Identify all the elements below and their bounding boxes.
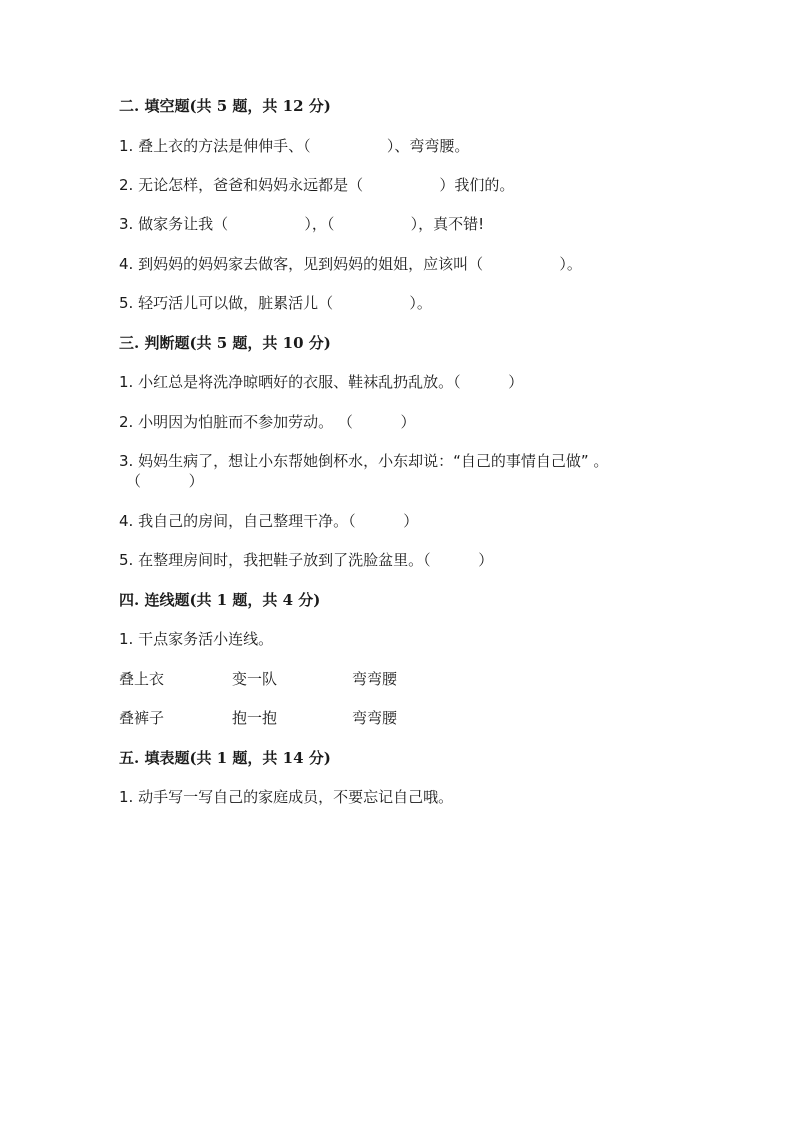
- matching-item: 弯弯腰: [352, 670, 398, 688]
- section-heading-fill-table: 五. 填表题(共 1 题，共 14 分): [119, 749, 331, 767]
- question-answer-blank: （ ）: [126, 472, 204, 490]
- section-heading-fill-blank: 二. 填空题(共 5 题，共 12 分): [119, 97, 331, 115]
- section-heading-matching: 四. 连线题(共 1 题，共 4 分): [119, 591, 321, 609]
- question-text: 1. 小红总是将洗净晾晒好的衣服、鞋袜乱扔乱放。（ ）: [119, 373, 524, 391]
- matching-item: 变一队: [232, 670, 278, 688]
- question-text: 4. 我自己的房间，自己整理干净。（ ）: [119, 512, 419, 530]
- matching-item: 抱一抱: [232, 709, 278, 727]
- question-text: 1. 叠上衣的方法是伸伸手、（ ）、弯弯腰。: [119, 137, 470, 155]
- question-text: 1. 干点家务活小连线。: [119, 630, 274, 648]
- matching-item: 叠裤子: [119, 709, 165, 727]
- question-text: 3. 妈妈生病了，想让小东帮她倒杯水，小东却说：“自己的事情自己做” 。: [119, 452, 609, 470]
- question-text: 3. 做家务让我（ ），（ ），真不错!: [119, 215, 485, 233]
- question-text: 5. 轻巧活儿可以做，脏累活儿（ ）。: [119, 294, 432, 312]
- matching-item: 叠上衣: [119, 670, 165, 688]
- question-text: 2. 无论怎样，爸爸和妈妈永远都是（ ）我们的。: [119, 176, 515, 194]
- question-text: 1. 动手写一写自己的家庭成员，不要忘记自己哦。: [119, 788, 454, 806]
- question-text: 4. 到妈妈的妈妈家去做客，见到妈妈的姐姐，应该叫（ ）。: [119, 255, 582, 273]
- question-text: 5. 在整理房间时，我把鞋子放到了洗脸盆里。（ ）: [119, 551, 494, 569]
- question-text: 2. 小明因为怕脏而不参加劳动。 （ ）: [119, 413, 416, 431]
- matching-item: 弯弯腰: [352, 709, 398, 727]
- section-heading-true-false: 三. 判断题(共 5 题，共 10 分): [119, 334, 331, 352]
